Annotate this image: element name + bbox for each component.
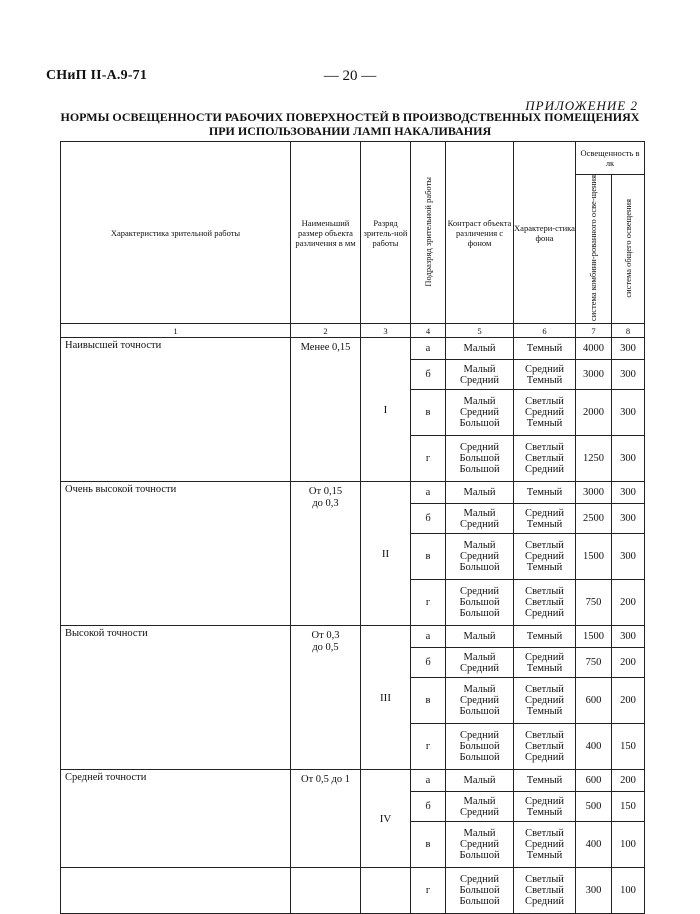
subcategory: б bbox=[411, 648, 446, 678]
background: Светлый Средний Темный bbox=[514, 822, 576, 868]
table-row bbox=[61, 482, 645, 504]
subcategory: в bbox=[411, 822, 446, 868]
col-header-background: Характери-стика фона bbox=[514, 142, 576, 324]
subcategory: а bbox=[411, 770, 446, 792]
illuminance-combined: 3000 bbox=[576, 482, 612, 504]
illuminance-general: 300 bbox=[612, 360, 645, 390]
table-row bbox=[61, 626, 645, 648]
visual-work-category: IV bbox=[361, 770, 411, 868]
background: Средний Темный bbox=[514, 792, 576, 822]
illuminance-combined: 500 bbox=[576, 792, 612, 822]
subcategory: в bbox=[411, 390, 446, 436]
table-row bbox=[61, 868, 645, 914]
col-header-subcategory bbox=[411, 142, 446, 324]
illumination-norms-table bbox=[60, 141, 645, 914]
contrast: Малый bbox=[446, 770, 514, 792]
illuminance-general: 200 bbox=[612, 770, 645, 792]
illuminance-general: 300 bbox=[612, 338, 645, 360]
background: Темный bbox=[514, 770, 576, 792]
background: Средний Темный bbox=[514, 648, 576, 678]
illuminance-combined: 2500 bbox=[576, 504, 612, 534]
contrast: Средний Большой Большой bbox=[446, 868, 514, 914]
column-number: 2 bbox=[291, 324, 361, 338]
col-header-combined-text: система комбини-рованного осве-щения bbox=[588, 175, 598, 322]
contrast: Малый Средний bbox=[446, 792, 514, 822]
illuminance-combined: 750 bbox=[576, 580, 612, 626]
min-object-size-empty bbox=[291, 868, 361, 914]
column-number: 8 bbox=[612, 324, 645, 338]
illuminance-combined: 1500 bbox=[576, 626, 612, 648]
background: Светлый Средний Темный bbox=[514, 534, 576, 580]
visual-work-category: I bbox=[361, 338, 411, 482]
column-numbers-row bbox=[61, 324, 645, 338]
illuminance-general: 150 bbox=[612, 724, 645, 770]
illuminance-combined: 750 bbox=[576, 648, 612, 678]
subcategory: б bbox=[411, 504, 446, 534]
contrast: Средний Большой Большой bbox=[446, 580, 514, 626]
illuminance-general: 300 bbox=[612, 534, 645, 580]
col-header-work: Характеристика зрительной работы bbox=[61, 142, 291, 324]
subcategory: в bbox=[411, 534, 446, 580]
min-object-size: От 0,15 до 0,3 bbox=[291, 482, 361, 626]
background: Темный bbox=[514, 338, 576, 360]
contrast: Средний Большой Большой bbox=[446, 436, 514, 482]
work-characteristic-empty bbox=[61, 868, 291, 914]
background: Светлый Светлый Средний bbox=[514, 724, 576, 770]
min-object-size: От 0,3 до 0,5 bbox=[291, 626, 361, 770]
column-number: 3 bbox=[361, 324, 411, 338]
subcategory: а bbox=[411, 482, 446, 504]
contrast: Средний Большой Большой bbox=[446, 724, 514, 770]
background: Средний Темный bbox=[514, 360, 576, 390]
col-header-contrast: Контраст объекта различения с фоном bbox=[446, 142, 514, 324]
illuminance-general: 150 bbox=[612, 792, 645, 822]
min-object-size: От 0,5 до 1 bbox=[291, 770, 361, 868]
subcategory: г bbox=[411, 436, 446, 482]
illuminance-combined: 1250 bbox=[576, 436, 612, 482]
illuminance-combined: 400 bbox=[576, 822, 612, 868]
col-header-size: Наименьший размер объекта различения в мм bbox=[291, 142, 361, 324]
illuminance-general: 300 bbox=[612, 626, 645, 648]
col-header-illuminance: Освещенность в лк bbox=[576, 142, 645, 175]
subcategory: б bbox=[411, 792, 446, 822]
illuminance-general: 300 bbox=[612, 482, 645, 504]
background: Светлый Средний Темный bbox=[514, 678, 576, 724]
subcategory: б bbox=[411, 360, 446, 390]
background: Светлый Светлый Средний bbox=[514, 580, 576, 626]
column-number: 7 bbox=[576, 324, 612, 338]
contrast: Малый Средний Большой bbox=[446, 678, 514, 724]
title-line-1: НОРМЫ ОСВЕЩЕННОСТИ РАБОЧИХ ПОВЕРХНОСТЕЙ В ПРОИЗВОДСТВЕННЫХ ПОМЕЩЕНИЯХ bbox=[60, 110, 640, 124]
illuminance-general: 200 bbox=[612, 580, 645, 626]
illuminance-combined: 600 bbox=[576, 770, 612, 792]
illuminance-combined: 1500 bbox=[576, 534, 612, 580]
illuminance-combined: 4000 bbox=[576, 338, 612, 360]
document-code: СНиП II-А.9-71 bbox=[46, 68, 148, 83]
illuminance-combined: 400 bbox=[576, 724, 612, 770]
background: Светлый Светлый Средний bbox=[514, 436, 576, 482]
background: Темный bbox=[514, 626, 576, 648]
column-number: 1 bbox=[61, 324, 291, 338]
illuminance-general: 100 bbox=[612, 822, 645, 868]
column-number: 6 bbox=[514, 324, 576, 338]
subcategory: а bbox=[411, 338, 446, 360]
contrast: Малый Средний Большой bbox=[446, 534, 514, 580]
appendix-label: ПРИЛОЖЕНИЕ 2 bbox=[525, 98, 638, 113]
contrast: Малый bbox=[446, 338, 514, 360]
table-row bbox=[61, 770, 645, 792]
contrast: Малый Средний bbox=[446, 360, 514, 390]
work-characteristic: Высокой точности bbox=[61, 626, 291, 770]
work-characteristic: Наивысшей точности bbox=[61, 338, 291, 482]
page-number: — 20 — bbox=[323, 68, 377, 84]
illuminance-general: 300 bbox=[612, 504, 645, 534]
table-row bbox=[61, 338, 645, 360]
column-number: 4 bbox=[411, 324, 446, 338]
contrast: Малый bbox=[446, 626, 514, 648]
contrast: Малый Средний bbox=[446, 504, 514, 534]
illuminance-general: 300 bbox=[612, 390, 645, 436]
illuminance-general: 200 bbox=[612, 678, 645, 724]
work-characteristic: Очень высокой точности bbox=[61, 482, 291, 626]
subcategory: г bbox=[411, 724, 446, 770]
illuminance-combined: 300 bbox=[576, 868, 612, 914]
illuminance-combined: 600 bbox=[576, 678, 612, 724]
work-characteristic: Средней точности bbox=[61, 770, 291, 868]
title-line-2: ПРИ ИСПОЛЬЗОВАНИИ ЛАМП НАКАЛИВАНИЯ bbox=[208, 124, 492, 138]
col-header-subcategory-text: Подразряд зрительной работы bbox=[422, 176, 433, 287]
illuminance-general: 200 bbox=[612, 648, 645, 678]
contrast: Малый bbox=[446, 482, 514, 504]
subcategory: г bbox=[411, 580, 446, 626]
min-object-size: Менее 0,15 bbox=[291, 338, 361, 482]
col-header-combined bbox=[576, 175, 612, 324]
contrast: Малый Средний Большой bbox=[446, 390, 514, 436]
subcategory: г bbox=[411, 868, 446, 914]
visual-work-category: III bbox=[361, 626, 411, 770]
illuminance-general: 100 bbox=[612, 868, 645, 914]
col-header-general bbox=[612, 175, 645, 324]
contrast: Малый Средний Большой bbox=[446, 822, 514, 868]
illuminance-combined: 2000 bbox=[576, 390, 612, 436]
col-header-category: Разряд зритель-ной работы bbox=[361, 142, 411, 324]
contrast: Малый Средний bbox=[446, 648, 514, 678]
subcategory: а bbox=[411, 626, 446, 648]
visual-work-category-empty bbox=[361, 868, 411, 914]
background: Темный bbox=[514, 482, 576, 504]
illuminance-combined: 3000 bbox=[576, 360, 612, 390]
subcategory: в bbox=[411, 678, 446, 724]
background: Светлый Светлый Средний bbox=[514, 868, 576, 914]
background: Средний Темный bbox=[514, 504, 576, 534]
col-header-general-text: система общего освещения bbox=[622, 198, 633, 298]
illuminance-general: 300 bbox=[612, 436, 645, 482]
column-number: 5 bbox=[446, 324, 514, 338]
table-title bbox=[60, 110, 640, 138]
background: Светлый Средний Темный bbox=[514, 390, 576, 436]
visual-work-category: II bbox=[361, 482, 411, 626]
